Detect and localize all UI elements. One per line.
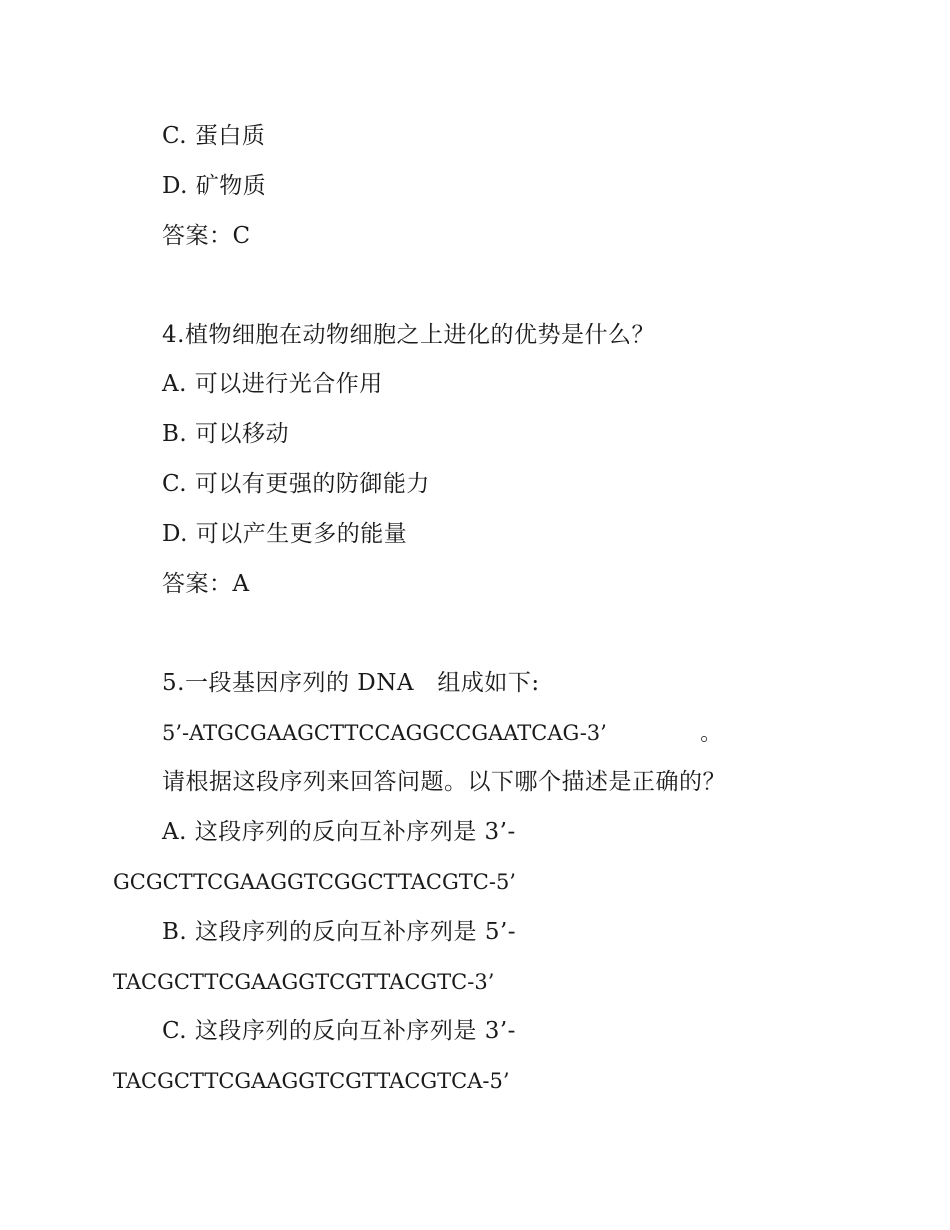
q5-option-c-line1: C. 这段序列的反向互补序列是 3’- [162,1018,516,1044]
q4-stem: 4.植物细胞在动物细胞之上进化的优势是什么？ [162,322,655,348]
q3-answer: 答案：C [162,223,251,249]
q4-option-d: D. 可以产生更多的能量 [162,521,408,547]
q4-option-a: A. 可以进行光合作用 [162,371,383,397]
q4-option-b: B. 可以移动 [162,421,290,447]
q4-option-c: C. 可以有更强的防御能力 [162,471,430,497]
q3-option-c: C. 蛋白质 [162,123,266,149]
q5-option-a-line2: GCGCTTCGAAGGTCGGCTTACGTC-5’ [113,870,516,894]
q5-option-b-line1: B. 这段序列的反向互补序列是 5’- [162,919,517,945]
q5-option-c-line2: TACGCTTCGAAGGTCGTTACGTCA-5’ [113,1069,510,1093]
q5-stem: 5.一段基因序列的 DNA 组成如下: [162,670,540,696]
q5-option-a-line1: A. 这段序列的反向互补序列是 3’- [162,819,516,845]
q5-sequence: 5’-ATGCGAAGCTTCCAGGCCGAATCAG-3’ 。 [162,721,722,745]
q5-prompt: 请根据这段序列来回答问题。以下哪个描述是正确的？ [162,769,726,795]
q4-answer: 答案：A [162,571,250,597]
q5-option-b-line2: TACGCTTCGAAGGTCGTTACGTC-3’ [113,970,495,994]
q3-option-d: D. 矿物质 [162,173,267,199]
